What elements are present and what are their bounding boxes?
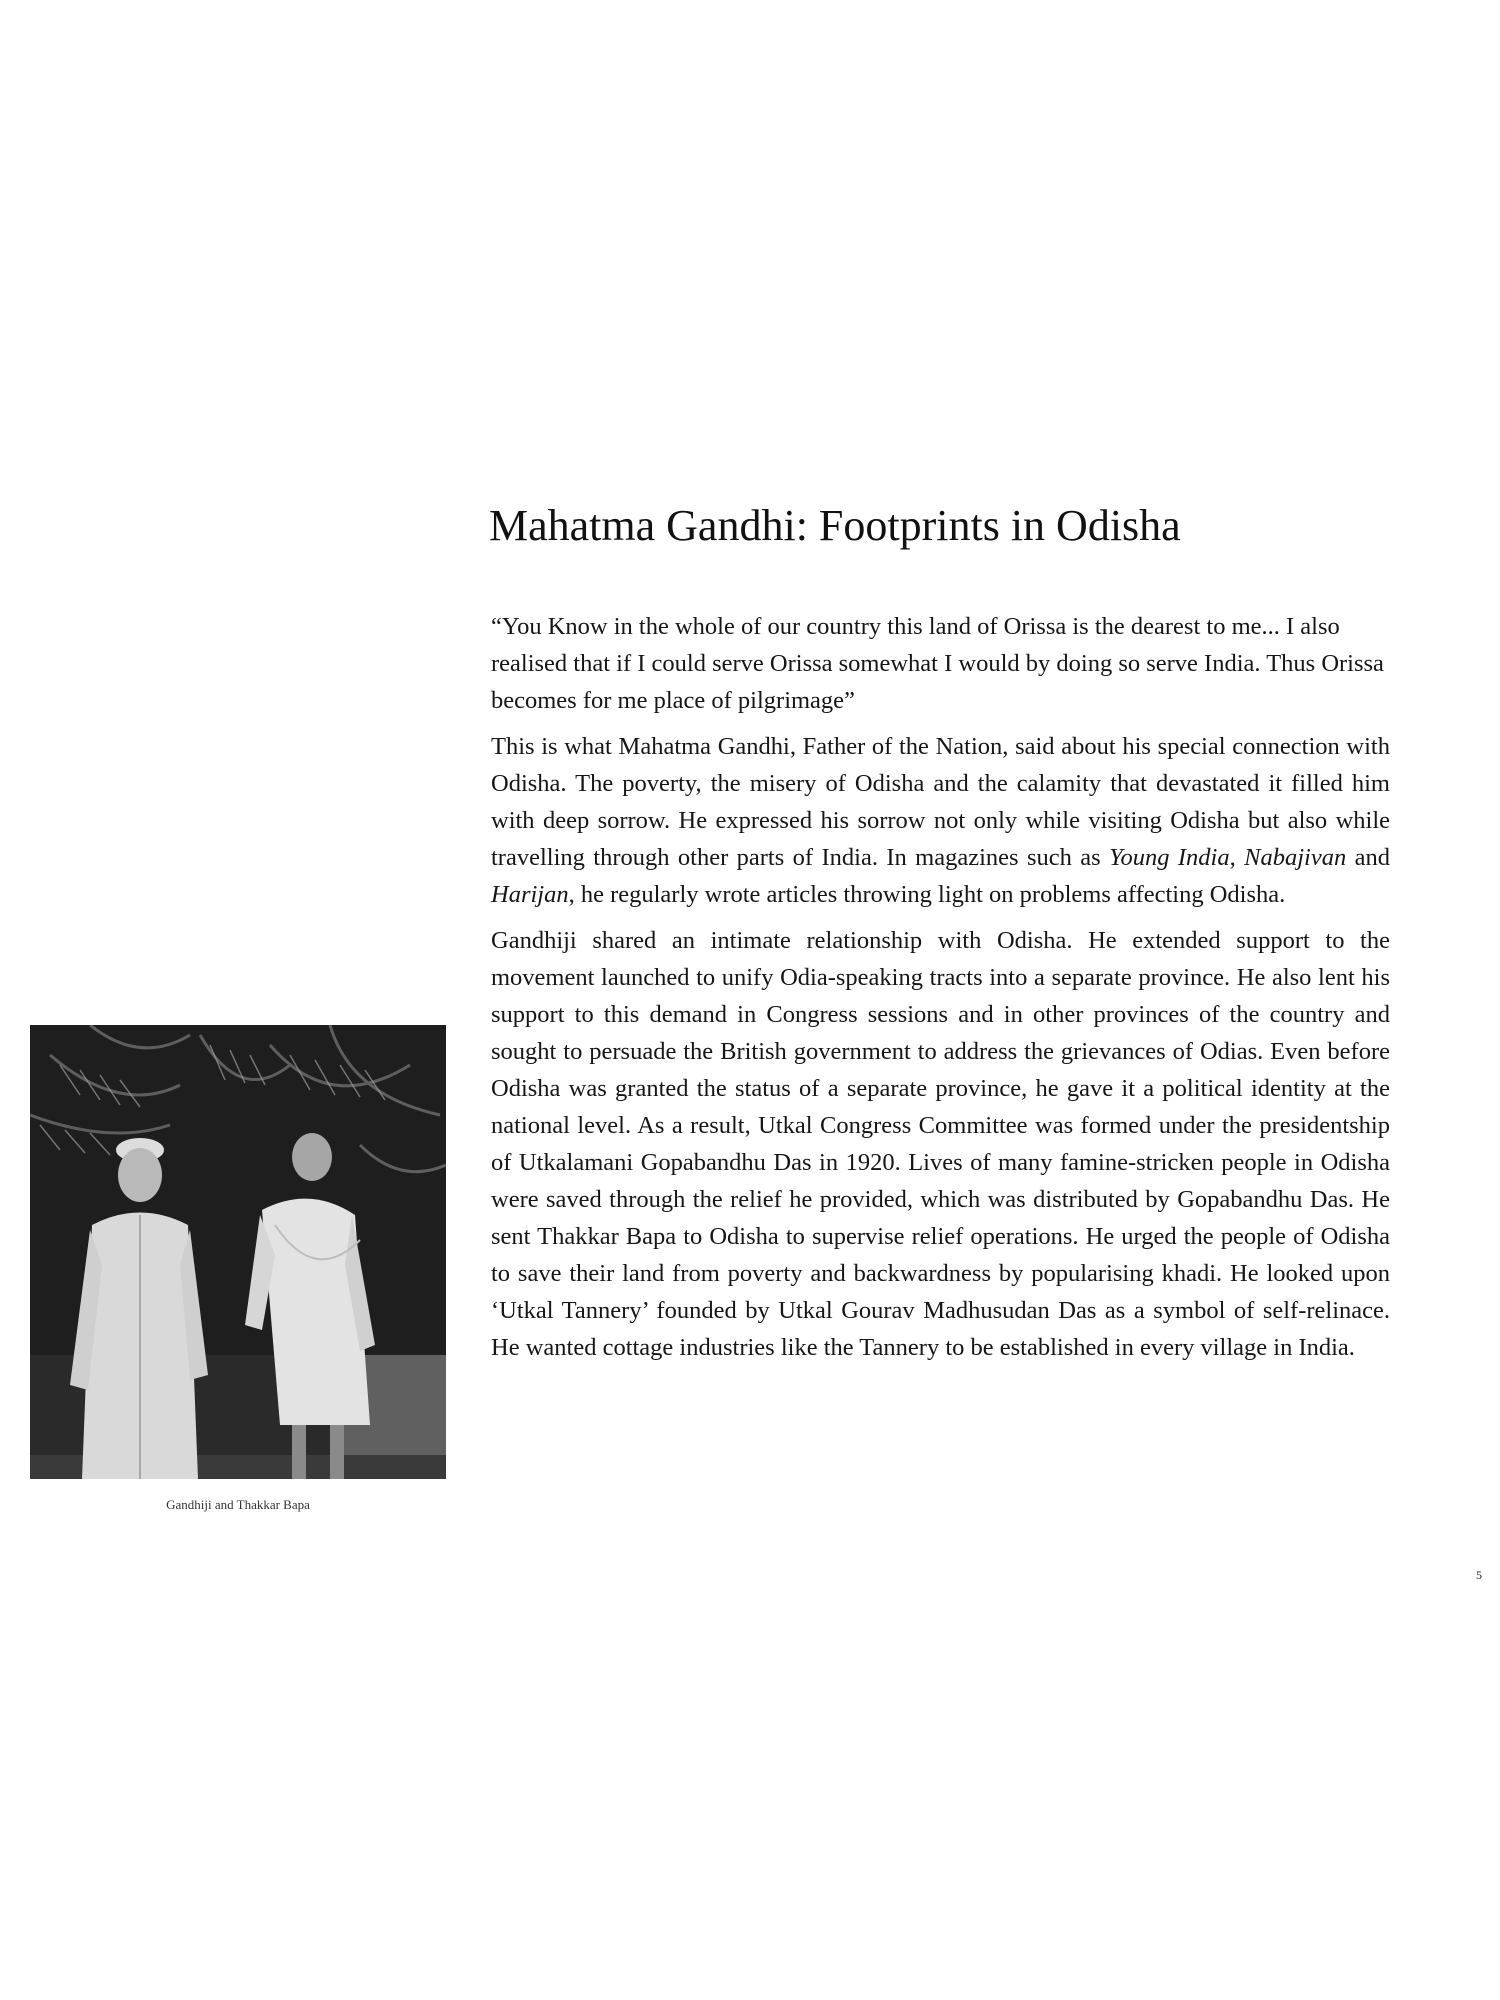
paragraph-relationship: Gandhiji shared an intimate relationship with Odisha. He extended support to the movement launched to unify Odia-speaking tracts into a separate province. He also lent his support to this demand in Congress sessions and in other provinces of the country and sought to persuade the British government to address the grievances of Odias. Even before Odisha was granted the status of a separate province, he gave it a political identity at the national level. As a result, Utkal Congress Committee was formed under the presidentship of Utkalamani Gopabandhu Das in 1920. Lives of many famine-stricken people in Odisha were saved through the relief he provided, which was distributed by Gopabandhu Das. He sent Thakkar Bapa to Odisha to supervise relief operations. He urged the people of Odisha to save their land from poverty and backwardness by popularising khadi. He looked upon ‘Utkal Tannery’ founded by Utkal Gourav Madhusudan Das as a symbol of self-relinace. He wanted cottage industries like the Tannery to be established in every village in India.: [491, 927, 1390, 1361]
paragraph-connection-text: This is what Mahatma Gandhi, Father of the Nation, said about his special connection with Odisha. The poverty, the misery of Odisha and the calamity that devastated it filled him with deep sorrow. He expressed his sorrow not only while visiting Odisha but also while travelling through other parts of India. In magazines such as: [491, 733, 1390, 871]
page-number: 5: [1476, 1568, 1482, 1582]
magazine-young-india: Young India: [1109, 844, 1230, 871]
photo-caption: Gandhiji and Thakkar Bapa: [166, 1497, 310, 1512]
body-text: [491, 608, 1390, 1375]
magazine-separator: and: [1346, 844, 1391, 871]
magazine-harijan: Harijan: [491, 881, 569, 908]
photo-illustration: [30, 1025, 446, 1479]
paragraph-connection-text-end: , he regularly wrote articles throwing light on problems affecting Odisha.: [568, 881, 1286, 908]
opening-quote: “You Know in the whole of our country this land of Orissa is the dearest to me... I also realised that if I could serve Orissa somewhat I would by doing so serve India. Thus Orissa becomes for me place of pilgrimage”: [491, 613, 1384, 714]
magazine-separator: ,: [1229, 844, 1245, 871]
page-title: Mahatma Gandhi: Footprints in Odisha: [489, 501, 1181, 550]
magazine-nabajivan: Nabajivan: [1244, 844, 1347, 871]
gandhi-thakkar-photo: [30, 1025, 446, 1479]
paragraph-connection: [491, 728, 1390, 913]
